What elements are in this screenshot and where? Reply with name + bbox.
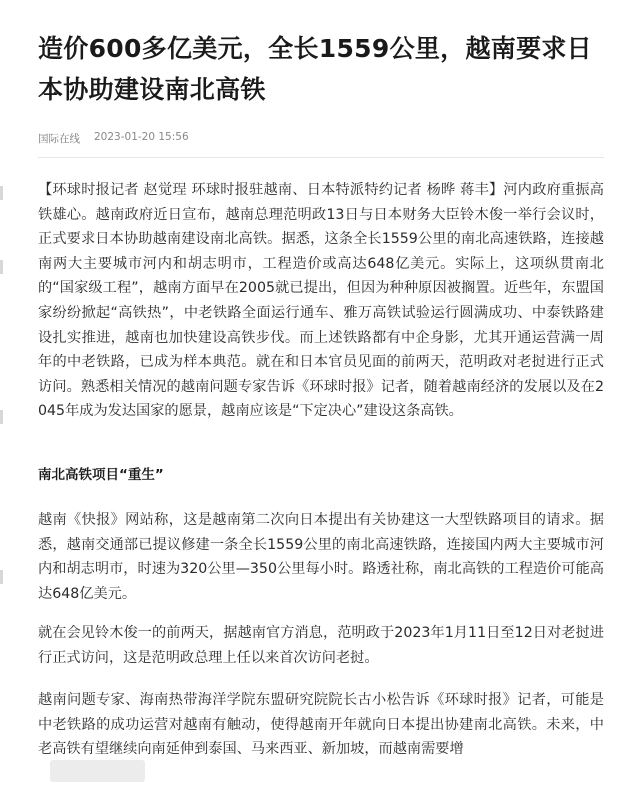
paragraph-2: 越南《快报》网站称，这是越南第二次向日本提出有关协建这一大型铁路项目的请求。据悉，越南交通部已提议修建一条全长1559公里的南北高速铁路，连接国内两大主要城市河内和胡志明市，时速为320公里—350公里每小时。路透社称，南北高铁的工程造价可能高达648亿美元。 [38,512,604,602]
article-title: 造价600多亿美元，全长1559公里，越南要求日本协助建设南北高铁 [38,34,592,104]
left-edge-mark [0,186,3,200]
section-heading: 南北高铁项目“重生” [38,467,164,483]
paragraph-4: 越南问题专家、海南热带海洋学院东盟研究院院长古小松告诉《环球时报》记者，可能是中老铁路的成功运营对越南有触动，使得越南开年就向日本提出协建南北高铁。未来，中老高铁有望继续向南延伸到泰国、马来西亚、新加坡，而越南需要增 [38,692,604,758]
meta-divider [38,157,604,158]
article-date: 2023-01-20 15:56 [94,131,189,143]
paragraph-1: 【环球时报记者 赵觉珵 环球时报驻越南、日本特派特约记者 杨晔 蒋丰】河内政府重振高铁雄心。越南政府近日宣布，越南总理范明政13日与日本财务大臣铃木俊一举行会议时，正式要求日本协助越南建设南北高铁。据悉，这条全长1559公里的南北高速铁路，连接越南两大主要城市河内和胡志明市，工程造价或高达648亿美元。实际上，这项纵贯南北的“国家级工程”，越南方面早在2005就已提出，但因为种种原因被搁置。近些年，东盟国家纷纷掀起“高铁热”，中老铁路全面运行通车、雅万高铁试验运行圆满成功、中泰铁路建设扎实推进，越南也加快建设高铁步伐。而上述铁路都有中企身影，尤其开通运营满一周年的中老铁路，已成为样本典范。就在和日本官员见面的前两天，范明政对老挝进行正式访问。熟悉相关情况的越南问题专家告诉《环球时报》记者，随着越南经济的发展以及在2045年成为发达国家的愿景，越南应该是“下定决心”建设这条高铁。 [38,182,604,420]
article-source[interactable]: 国际在线 [38,133,80,145]
left-edge-mark [0,570,3,584]
paragraph-3: 就在会见铃木俊一的前两天，据越南官方消息，范明政于2023年1月11日至12日对老挝进行正式访问，这是范明政总理上任以来首次访问老挝。 [38,625,604,666]
watermark-logo [50,760,145,782]
left-edge-mark [0,410,3,424]
left-edge-mark [0,260,3,274]
article-meta [38,131,189,146]
